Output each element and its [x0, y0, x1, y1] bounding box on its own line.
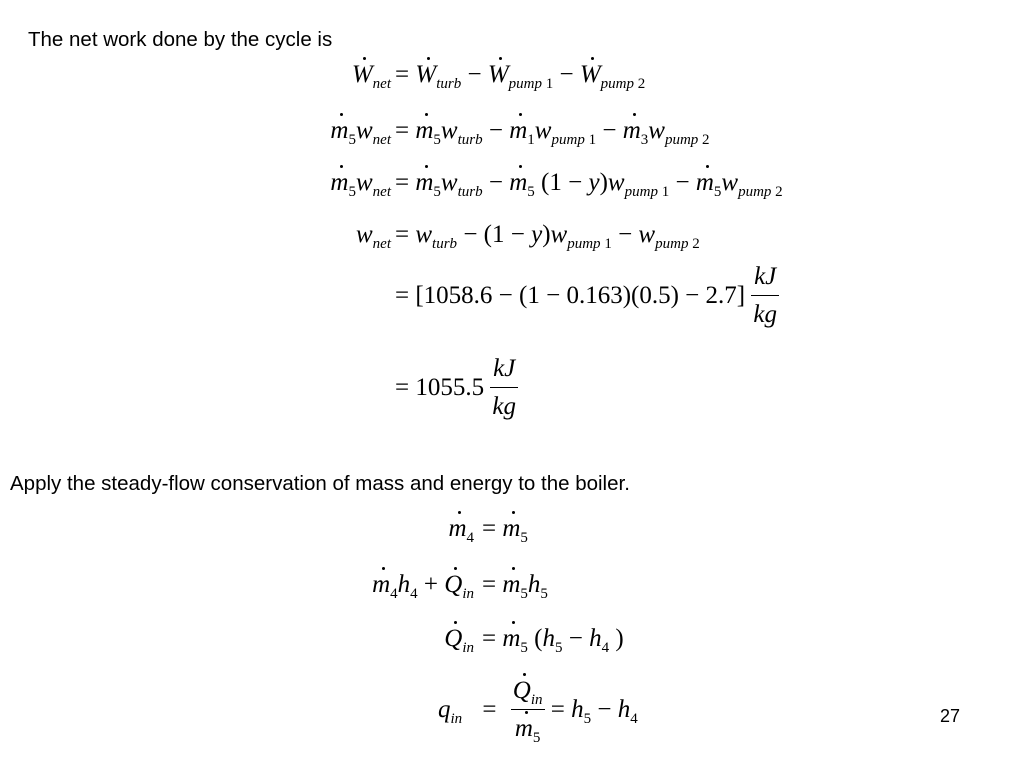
eq-specific-heat-input: $q_{in}$ = $\frac{Q_{in}}{m_5}$ = $h_5 - h_4$ — [438, 677, 638, 746]
eq-mass-balance: $m_4$ = $m_5$ — [448, 515, 528, 546]
eq-wnet-rate: $W_{net}$ = $W_{turb} - W_{pump 1} - W_{pump 2}$ — [351, 61, 646, 92]
eq-numeric-substitution: = [1058.6 − (1 − 0.163)(0.5) − 2.7] $\frac{kJ}{kg}$ — [395, 263, 777, 328]
unit-numerator: kJ — [751, 264, 779, 296]
qin-numerator: $Q_{in}$ — [512, 677, 543, 708]
eq-result: = 1055.5 $\frac{kJ}{kg}$ — [395, 355, 516, 420]
unit-fraction-2 — [490, 356, 518, 419]
result-value: 1055.5 — [415, 374, 485, 401]
unit-denominator: kg — [753, 301, 777, 328]
eq-heat-input: $Q_{in}$ = $m_5$ ($h_5 - h_4$ ) — [444, 625, 624, 656]
qin-fraction — [511, 677, 545, 746]
page-number: 27 — [940, 706, 961, 726]
numeric-expression: [1058.6 − (1 − 0.163)(0.5) − 2.7] — [415, 282, 746, 309]
boiler-text: Apply the steady-flow conservation of mass and energy to the boiler. — [10, 472, 630, 495]
unit-denominator: kg — [492, 393, 516, 420]
eq-specific-work: $w_{net}$ = $w_{turb} - (1 - y)w_{pump 1} - w_{pump 2}$ — [355, 221, 700, 252]
unit-numerator: kJ — [490, 356, 518, 388]
intro-text: The net work done by the cycle is — [28, 28, 333, 51]
eq-mass-weighted: $m_5w_{net}$ = $m_5w_{turb} - m_1w_{pump 1} - m_3w_{pump 2}$ — [330, 117, 710, 148]
eq-mass-fraction: $m_5w_{net}$ = $m_5w_{turb} - m_5$ $(1 - y)w_{pump 1} - m_5w_{pump 2}$ — [330, 169, 783, 200]
eq-energy-balance: $m_4h_4 + Q_{in}$ = $m_5h_5$ — [372, 571, 548, 602]
qin-denominator: $m_5$ — [514, 715, 541, 746]
unit-fraction-1 — [751, 264, 779, 327]
